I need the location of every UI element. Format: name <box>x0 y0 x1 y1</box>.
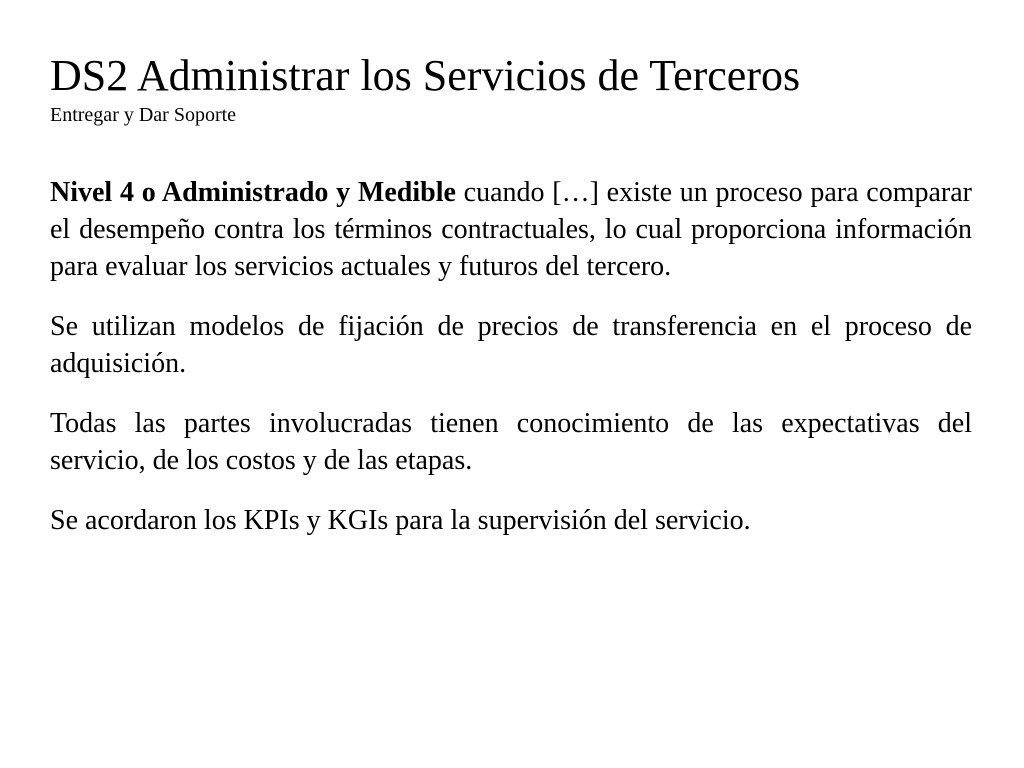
slide-body <box>50 174 972 539</box>
paragraph-precios: Se utilizan modelos de fijación de precios de transferencia en el proceso de adquisición. <box>50 311 972 379</box>
paragraph-bold-lead: Nivel 4 o Administrado y Medible <box>50 177 456 208</box>
paragraph-kpis: Se acordaron los KPIs y KGIs para la supervisión del servicio. <box>50 505 751 536</box>
page-title: DS2 Administrar los Servicios de Terceros <box>50 51 801 100</box>
paragraph-nivel-4 <box>50 174 972 285</box>
slide <box>50 50 972 562</box>
paragraph-text: cuando […] existe un proceso para comparar el desempeño contra los términos contractuales, lo cual proporciona información para evaluar los servicios actuales y futuros del tercero. <box>50 177 972 282</box>
page-subtitle: Entregar y Dar Soporte <box>50 104 237 126</box>
paragraph-partes: Todas las partes involucradas tienen conocimiento de las expectativas del servicio, de los costos y de las etapas. <box>50 408 972 476</box>
